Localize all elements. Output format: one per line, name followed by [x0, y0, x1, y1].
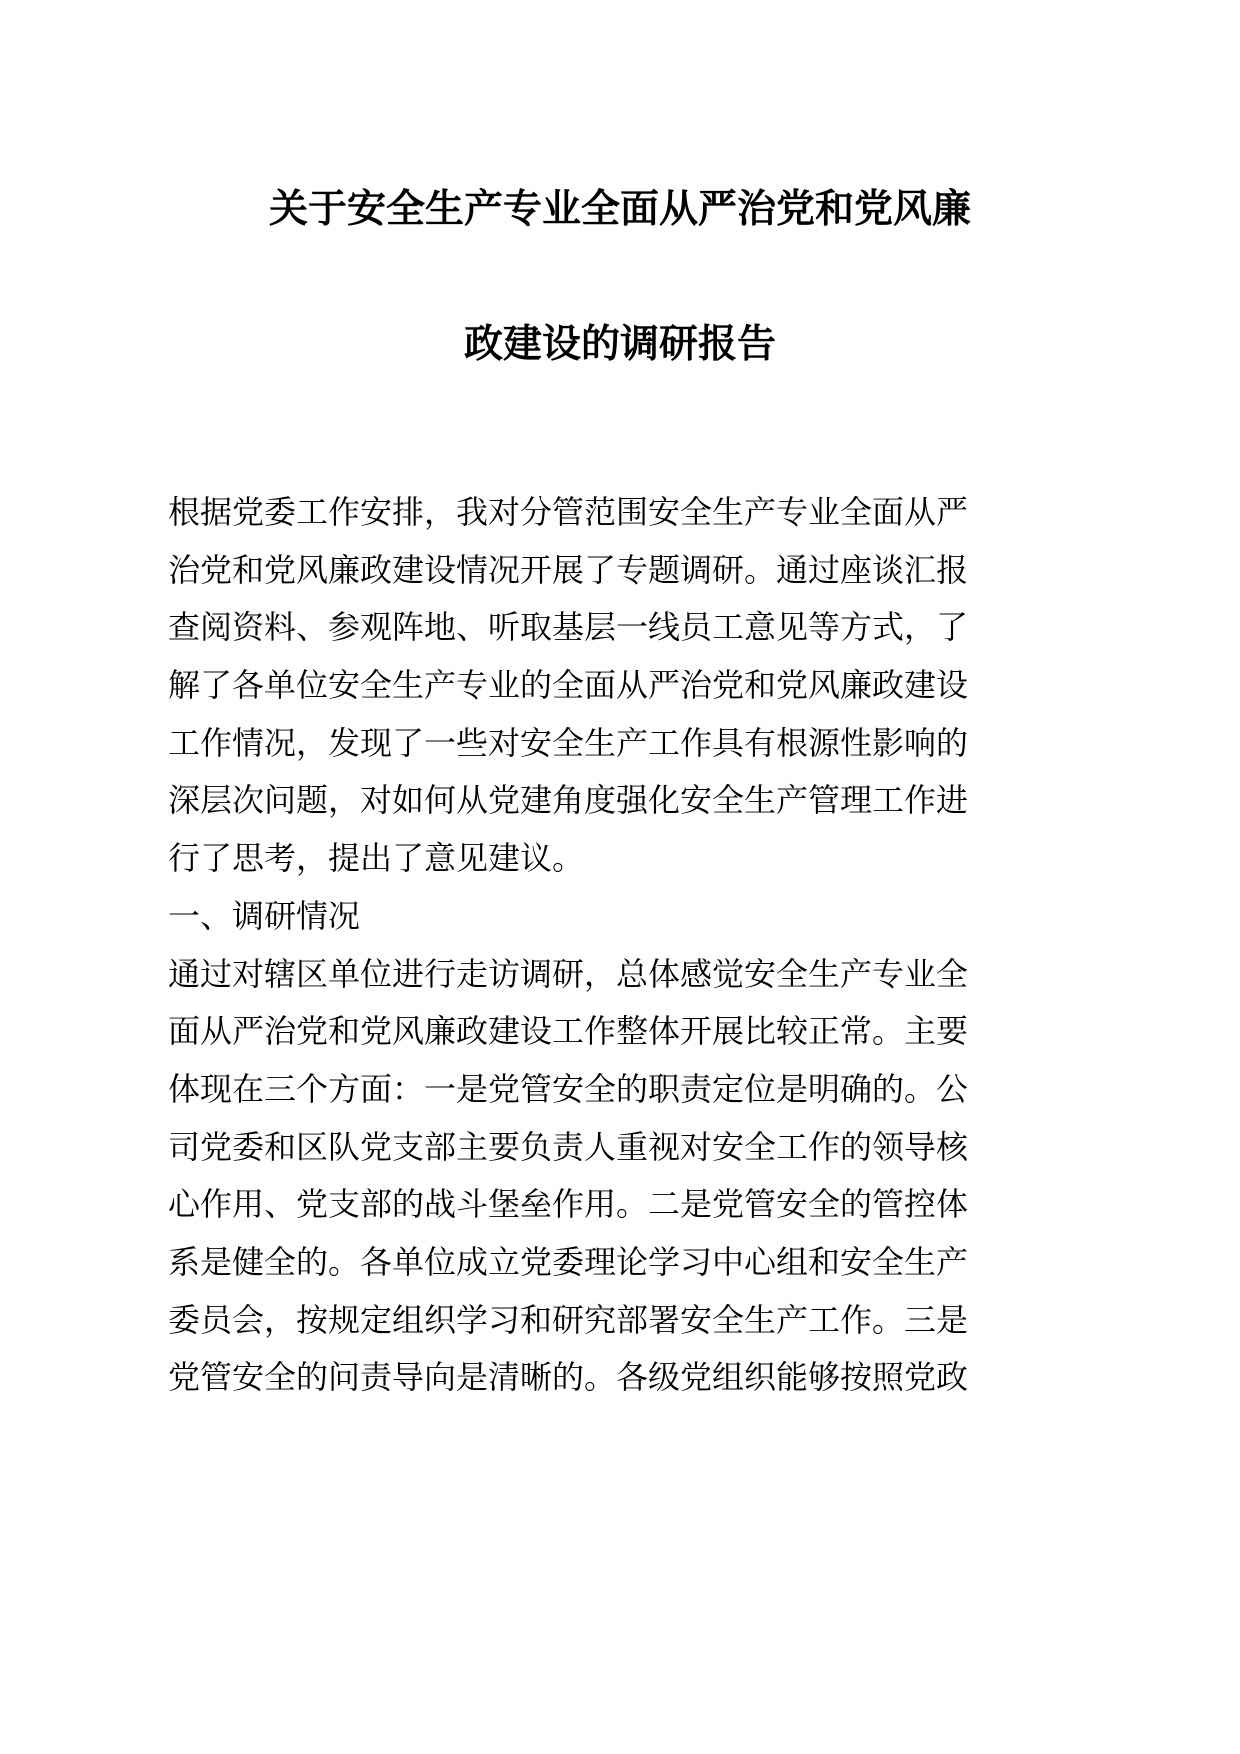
document-title-line-1: 关于安全生产专业全面从严治党和党风廉	[268, 187, 971, 232]
body-line: 查阅资料、参观阵地、听取基层一线员工意见等方式，了	[168, 608, 969, 647]
body-line: 通过对辖区单位进行走访调研，总体感觉安全生产专业全	[168, 954, 969, 993]
body-line: 司党委和区队党支部主要负责人重视对安全工作的领导核	[168, 1127, 969, 1166]
body-line: 工作情况，发现了一些对安全生产工作具有根源性影响的	[168, 723, 969, 762]
body-line: 面从严治党和党风廉政建设工作整体开展比较正常。主要	[168, 1012, 969, 1051]
body-line: 党管安全的问责导向是清晰的。各级党组织能够按照党政	[168, 1358, 969, 1397]
body-line: 体现在三个方面：一是党管安全的职责定位是明确的。公	[168, 1069, 969, 1108]
body-line: 行了思考，提出了意见建议。	[168, 839, 585, 878]
document-title-line-2: 政建设的调研报告	[463, 322, 776, 367]
body-line: 治党和党风廉政建设情况开展了专题调研。通过座谈汇报	[168, 550, 969, 589]
body-line: 根据党委工作安排，我对分管范围安全生产专业全面从严	[168, 493, 969, 531]
document-body	[168, 488, 969, 1411]
body-line: 系是健全的。各单位成立党委理论学习中心组和安全生产	[168, 1242, 969, 1281]
body-line: 解了各单位安全生产专业的全面从严治党和党风廉政建设	[168, 666, 969, 705]
body-line: 委员会，按规定组织学习和研究部署安全生产工作。三是	[168, 1300, 969, 1339]
body-line: 心作用、党支部的战斗堡垒作用。二是党管安全的管控体	[168, 1185, 969, 1224]
body-line: 深层次问题，对如何从党建角度强化安全生产管理工作进	[168, 781, 969, 820]
section-heading: 一、调研情况	[168, 896, 361, 935]
